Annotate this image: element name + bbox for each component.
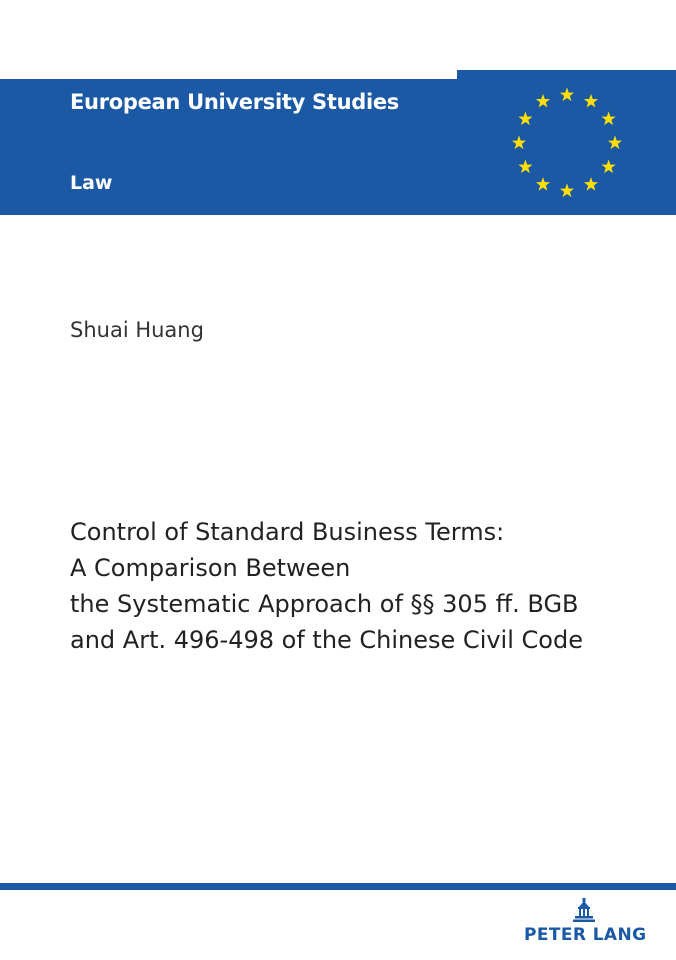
star-icon [560,184,574,198]
star-icon [518,160,532,174]
banner-stripe [0,70,457,79]
star-icon [601,112,615,126]
eu-stars-circle-icon [0,70,676,215]
peter-lang-logo-icon [570,898,598,924]
title-line: A Comparison Between [70,554,351,582]
star-icon [601,160,615,174]
star-icon [512,136,526,150]
star-icon [584,177,598,191]
title-line: and Art. 496-498 of the Chinese Civil Code [70,626,583,654]
author-name: Shuai Huang [70,318,204,342]
star-icon [560,88,574,102]
star-icon [518,112,532,126]
series-name: European University Studies [70,90,399,114]
series-banner [0,70,676,215]
star-icon [536,94,550,108]
star-icon [536,177,550,191]
title-line: Control of Standard Business Terms: [70,518,505,546]
star-icon [584,94,598,108]
title-line: the Systematic Approach of §§ 305 ff. BGB [70,590,579,618]
bottom-rule [0,883,676,890]
series-subject: Law [70,172,113,194]
star-icon [608,136,622,150]
publisher-name: PETER LANG [524,925,647,945]
book-title [70,514,583,658]
